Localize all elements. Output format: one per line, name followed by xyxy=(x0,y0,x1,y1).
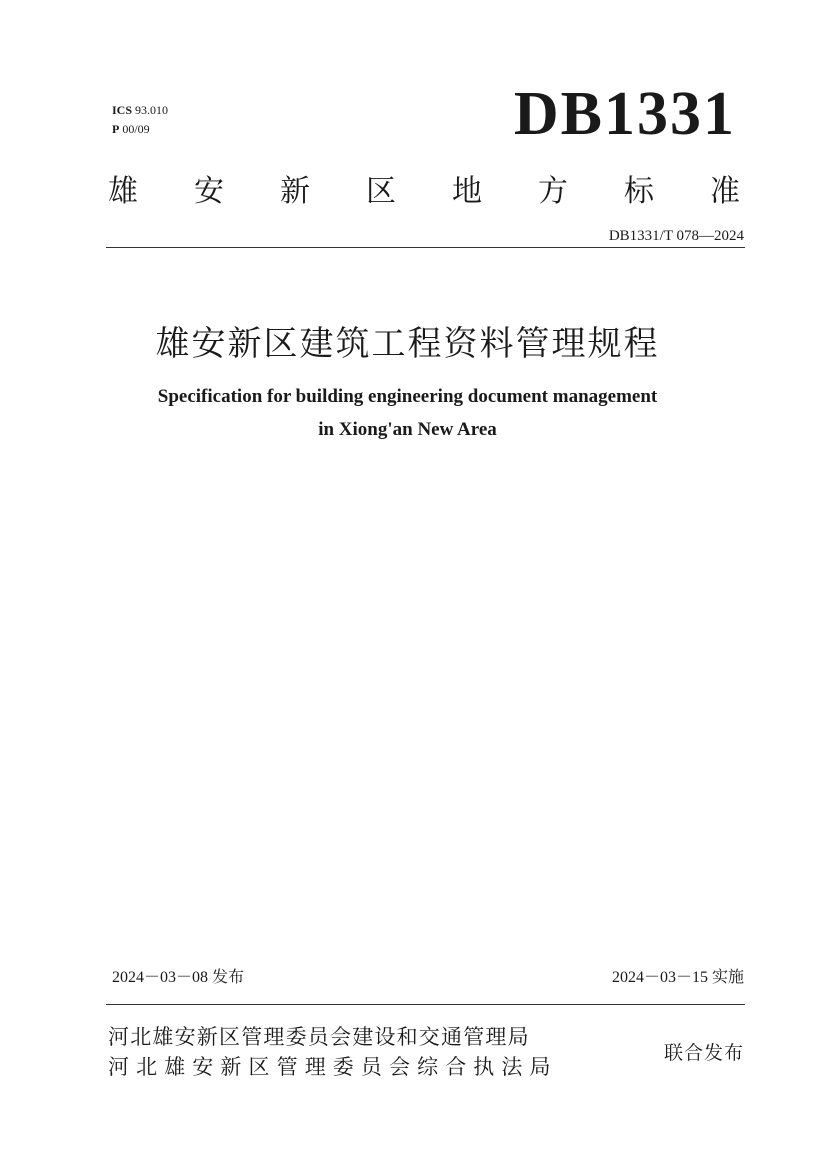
ics-line xyxy=(112,101,168,120)
header-divider xyxy=(106,247,745,248)
standard-type-char: 方 xyxy=(538,174,568,209)
issuer-1: 河北雄安新区管理委员会建设和交通管理局 xyxy=(108,1025,530,1049)
standard-type-char: 区 xyxy=(366,174,396,209)
ics-code: 93.010 xyxy=(135,103,169,117)
document-title-chinese: 雄安新区建筑工程资料管理规程 xyxy=(155,324,660,364)
standard-code: DB1331 xyxy=(513,80,736,148)
ccs-line xyxy=(112,120,168,139)
ics-label: ICS xyxy=(112,103,133,117)
footer-divider xyxy=(106,1004,745,1005)
standard-type-char: 新 xyxy=(280,174,310,209)
issuing-authorities xyxy=(108,1022,558,1082)
ccs-code: 00/09 xyxy=(122,122,150,136)
implementation-date: 2024－03－15 实施 xyxy=(611,969,744,986)
standard-type-char: 标 xyxy=(624,174,654,209)
ccs-label: P xyxy=(112,122,120,136)
standard-type xyxy=(108,172,740,212)
english-title-line-1: Specification for building engineering document management xyxy=(157,386,658,407)
standard-type-char: 地 xyxy=(452,174,482,209)
document-title-english xyxy=(0,380,815,446)
standard-type-char: 准 xyxy=(710,174,740,209)
standard-type-char: 安 xyxy=(194,174,224,209)
issue-date: 2024－03－08 发布 xyxy=(112,969,245,986)
issuer-2: 河北雄安新区管理委员会综合执法局 xyxy=(108,1055,558,1079)
joint-release-label: 联合发布 xyxy=(663,1042,744,1064)
classification-codes xyxy=(112,101,168,139)
standard-type-char: 雄 xyxy=(108,174,138,209)
english-title-line-2: in Xiong'an New Area xyxy=(318,419,497,440)
standard-number: DB1331/T 078—2024 xyxy=(608,228,744,244)
